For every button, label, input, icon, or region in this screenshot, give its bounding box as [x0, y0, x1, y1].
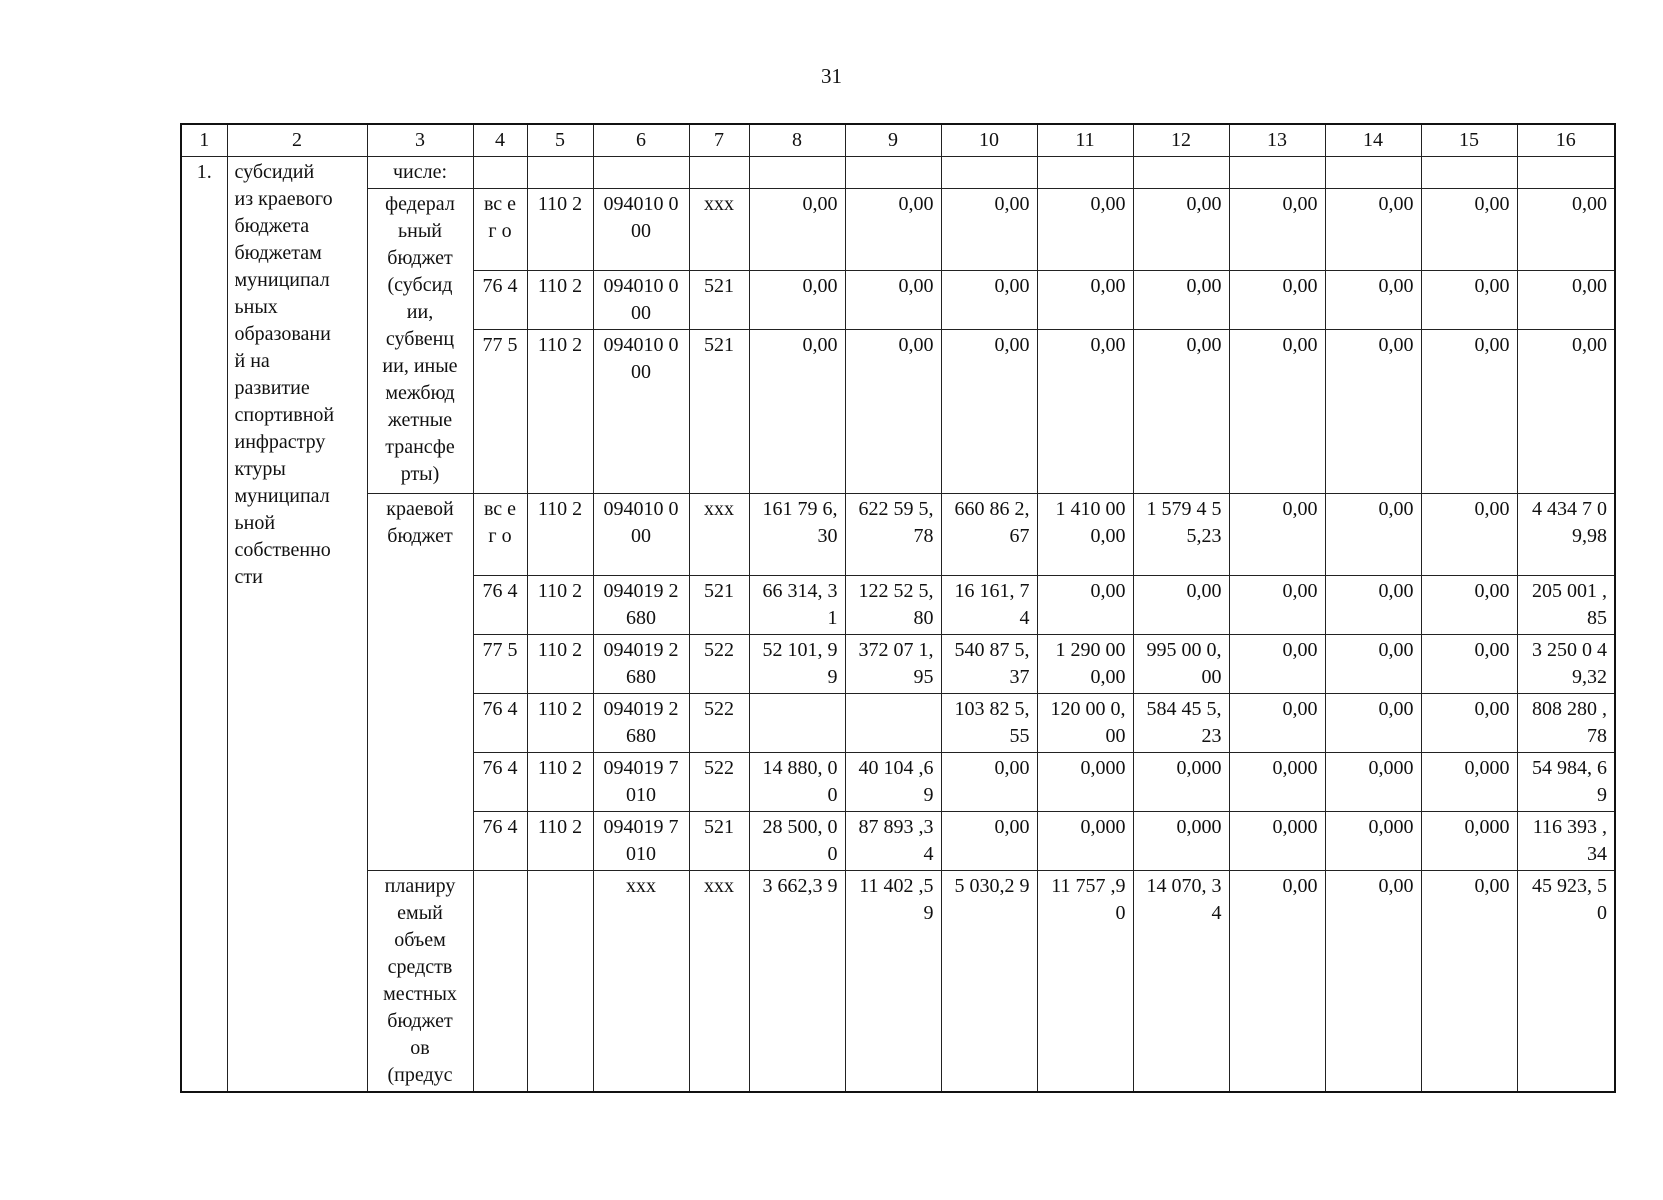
expense-type-cell: ххх [689, 494, 749, 576]
grbs-code-cell: 77 5 [473, 635, 527, 694]
value-col-13: 0,00 [1229, 871, 1325, 1093]
value-col-13: 0,00 [1229, 271, 1325, 330]
value-col-11: 1 410 000,00 [1037, 494, 1133, 576]
column-header: 6 [593, 124, 689, 157]
value-col-13: 0,00 [1229, 189, 1325, 271]
column-header: 11 [1037, 124, 1133, 157]
value-col-10: 0,00 [941, 189, 1037, 271]
value-col-12: 584 45 5,23 [1133, 694, 1229, 753]
grbs-code-cell: 76 4 [473, 753, 527, 812]
target-article-cell: 094019 7010 [593, 812, 689, 871]
column-header: 13 [1229, 124, 1325, 157]
empty-cell [1517, 157, 1615, 189]
value-col-8: 66 314, 31 [749, 576, 845, 635]
empty-cell [1421, 157, 1517, 189]
value-col-9: 0,00 [845, 271, 941, 330]
table-row [181, 871, 1615, 1093]
value-col-9: 622 59 5,78 [845, 494, 941, 576]
value-col-8: 0,00 [749, 189, 845, 271]
value-col-10: 5 030,2 9 [941, 871, 1037, 1093]
value-col-16: 45 923, 50 [1517, 871, 1615, 1093]
grbs-code-cell: 76 4 [473, 576, 527, 635]
row-number: 1. [181, 157, 227, 1093]
grbs-code-cell: вс ег о [473, 494, 527, 576]
column-header: 7 [689, 124, 749, 157]
empty-cell [593, 157, 689, 189]
target-article-cell: 094019 2680 [593, 694, 689, 753]
value-col-12: 0,00 [1133, 576, 1229, 635]
section-code-cell: 110 2 [527, 189, 593, 271]
measure-description: субсидий из краевого бюджета бюджетам муниципал ьных образовани й на развитие спортивной инфрастру ктуры муниципал ьной собственно сти [227, 157, 367, 1093]
column-header: 5 [527, 124, 593, 157]
section-code-cell: 110 2 [527, 812, 593, 871]
empty-cell [689, 157, 749, 189]
value-col-15: 0,00 [1421, 330, 1517, 494]
value-col-11: 0,00 [1037, 330, 1133, 494]
empty-cell [749, 157, 845, 189]
value-col-10: 0,00 [941, 753, 1037, 812]
value-col-10: 0,00 [941, 812, 1037, 871]
value-col-16: 54 984, 69 [1517, 753, 1615, 812]
value-col-11: 0,00 [1037, 576, 1133, 635]
value-col-15: 0,00 [1421, 494, 1517, 576]
value-col-10: 540 87 5,37 [941, 635, 1037, 694]
value-col-8: 14 880, 00 [749, 753, 845, 812]
value-col-9: 87 893 ,34 [845, 812, 941, 871]
value-col-12: 0,00 [1133, 189, 1229, 271]
column-header: 3 [367, 124, 473, 157]
value-col-11: 0,000 [1037, 812, 1133, 871]
section-code-cell: 110 2 [527, 271, 593, 330]
value-col-9: 11 402 ,59 [845, 871, 941, 1093]
value-col-9: 40 104 ,69 [845, 753, 941, 812]
table-row [181, 189, 1615, 271]
expense-type-cell: ххх [689, 189, 749, 271]
expense-type-cell: 521 [689, 330, 749, 494]
value-col-11: 0,00 [1037, 189, 1133, 271]
expense-type-cell: 521 [689, 812, 749, 871]
empty-cell [1325, 157, 1421, 189]
value-col-12: 0,000 [1133, 753, 1229, 812]
value-col-8 [749, 694, 845, 753]
section-code-cell: 110 2 [527, 694, 593, 753]
empty-cell [1229, 157, 1325, 189]
expense-type-cell: ххх [689, 871, 749, 1093]
value-col-15: 0,00 [1421, 694, 1517, 753]
value-col-12: 0,00 [1133, 271, 1229, 330]
column-header: 15 [1421, 124, 1517, 157]
expense-type-cell: 522 [689, 635, 749, 694]
target-article-cell: 094010 000 [593, 271, 689, 330]
intro-row-label: числе: [367, 157, 473, 189]
empty-cell [1037, 157, 1133, 189]
value-col-9: 0,00 [845, 189, 941, 271]
value-col-10: 0,00 [941, 330, 1037, 494]
value-col-14: 0,00 [1325, 271, 1421, 330]
value-col-12: 0,000 [1133, 812, 1229, 871]
value-col-10: 0,00 [941, 271, 1037, 330]
value-col-10: 660 86 2,67 [941, 494, 1037, 576]
value-col-13: 0,000 [1229, 812, 1325, 871]
value-col-9: 372 07 1,95 [845, 635, 941, 694]
value-col-11: 120 00 0,00 [1037, 694, 1133, 753]
value-col-16: 0,00 [1517, 189, 1615, 271]
column-header: 2 [227, 124, 367, 157]
value-col-12: 1 579 4 55,23 [1133, 494, 1229, 576]
grbs-code-cell [473, 871, 527, 1093]
value-col-14: 0,00 [1325, 694, 1421, 753]
value-col-16: 3 250 0 49,32 [1517, 635, 1615, 694]
column-header: 9 [845, 124, 941, 157]
section-code-cell: 110 2 [527, 635, 593, 694]
value-col-9 [845, 694, 941, 753]
value-col-14: 0,00 [1325, 189, 1421, 271]
section-code-cell: 110 2 [527, 494, 593, 576]
value-col-13: 0,00 [1229, 635, 1325, 694]
source-federal: федерал ьный бюджет (субсид ии, субвенц ии, иные межбюд жетные трансфе рты) [367, 189, 473, 494]
value-col-15: 0,000 [1421, 753, 1517, 812]
section-code-cell: 110 2 [527, 753, 593, 812]
empty-cell [473, 157, 527, 189]
value-col-13: 0,00 [1229, 494, 1325, 576]
value-col-14: 0,00 [1325, 494, 1421, 576]
page-number: 31 [821, 64, 842, 88]
value-col-16: 0,00 [1517, 330, 1615, 494]
expense-type-cell: 522 [689, 694, 749, 753]
value-col-12: 0,00 [1133, 330, 1229, 494]
value-col-8: 161 79 6,30 [749, 494, 845, 576]
value-col-13: 0,00 [1229, 576, 1325, 635]
intro-row [181, 157, 1615, 189]
target-article-cell: 094019 2680 [593, 576, 689, 635]
column-header: 14 [1325, 124, 1421, 157]
target-article-cell: 094010 000 [593, 494, 689, 576]
section-code-cell: 110 2 [527, 330, 593, 494]
target-article-cell: 094019 7010 [593, 753, 689, 812]
value-col-8: 28 500, 00 [749, 812, 845, 871]
value-col-15: 0,00 [1421, 871, 1517, 1093]
value-col-14: 0,00 [1325, 576, 1421, 635]
value-col-15: 0,000 [1421, 812, 1517, 871]
value-col-16: 205 001 ,85 [1517, 576, 1615, 635]
column-header: 10 [941, 124, 1037, 157]
value-col-9: 0,00 [845, 330, 941, 494]
value-col-13: 0,000 [1229, 753, 1325, 812]
value-col-11: 0,000 [1037, 753, 1133, 812]
value-col-11: 1 290 000,00 [1037, 635, 1133, 694]
grbs-code-cell: 77 5 [473, 330, 527, 494]
grbs-code-cell: 76 4 [473, 812, 527, 871]
table-row [181, 494, 1615, 576]
value-col-14: 0,000 [1325, 753, 1421, 812]
value-col-11: 11 757 ,90 [1037, 871, 1133, 1093]
value-col-14: 0,00 [1325, 635, 1421, 694]
value-col-10: 16 161, 74 [941, 576, 1037, 635]
value-col-8: 52 101, 99 [749, 635, 845, 694]
value-col-8: 0,00 [749, 271, 845, 330]
source-regional: краевой бюджет [367, 494, 473, 871]
source-local: планиру емый объем средств местных бюджет ов (предус [367, 871, 473, 1093]
column-header-row [181, 124, 1615, 157]
column-header: 16 [1517, 124, 1615, 157]
value-col-16: 4 434 7 09,98 [1517, 494, 1615, 576]
value-col-14: 0,000 [1325, 812, 1421, 871]
empty-cell [1133, 157, 1229, 189]
value-col-9: 122 52 5,80 [845, 576, 941, 635]
value-col-11: 0,00 [1037, 271, 1133, 330]
expense-type-cell: 521 [689, 271, 749, 330]
value-col-8: 0,00 [749, 330, 845, 494]
value-col-14: 0,00 [1325, 330, 1421, 494]
grbs-code-cell: вс ег о [473, 189, 527, 271]
value-col-16: 808 280 ,78 [1517, 694, 1615, 753]
target-article-cell: ххх [593, 871, 689, 1093]
value-col-13: 0,00 [1229, 694, 1325, 753]
value-col-12: 995 00 0,00 [1133, 635, 1229, 694]
value-col-15: 0,00 [1421, 189, 1517, 271]
value-col-15: 0,00 [1421, 635, 1517, 694]
value-col-16: 116 393 ,34 [1517, 812, 1615, 871]
value-col-13: 0,00 [1229, 330, 1325, 494]
value-col-12: 14 070, 34 [1133, 871, 1229, 1093]
target-article-cell: 094019 2680 [593, 635, 689, 694]
grbs-code-cell: 76 4 [473, 271, 527, 330]
empty-cell [941, 157, 1037, 189]
budget-table [180, 123, 1616, 1093]
grbs-code-cell: 76 4 [473, 694, 527, 753]
column-header: 12 [1133, 124, 1229, 157]
section-code-cell: 110 2 [527, 576, 593, 635]
empty-cell [845, 157, 941, 189]
target-article-cell: 094010 000 [593, 330, 689, 494]
column-header: 8 [749, 124, 845, 157]
column-header: 4 [473, 124, 527, 157]
value-col-10: 103 82 5,55 [941, 694, 1037, 753]
value-col-15: 0,00 [1421, 271, 1517, 330]
section-code-cell [527, 871, 593, 1093]
expense-type-cell: 521 [689, 576, 749, 635]
expense-type-cell: 522 [689, 753, 749, 812]
empty-cell [527, 157, 593, 189]
value-col-8: 3 662,3 9 [749, 871, 845, 1093]
target-article-cell: 094010 000 [593, 189, 689, 271]
value-col-15: 0,00 [1421, 576, 1517, 635]
column-header: 1 [181, 124, 227, 157]
value-col-14: 0,00 [1325, 871, 1421, 1093]
value-col-16: 0,00 [1517, 271, 1615, 330]
